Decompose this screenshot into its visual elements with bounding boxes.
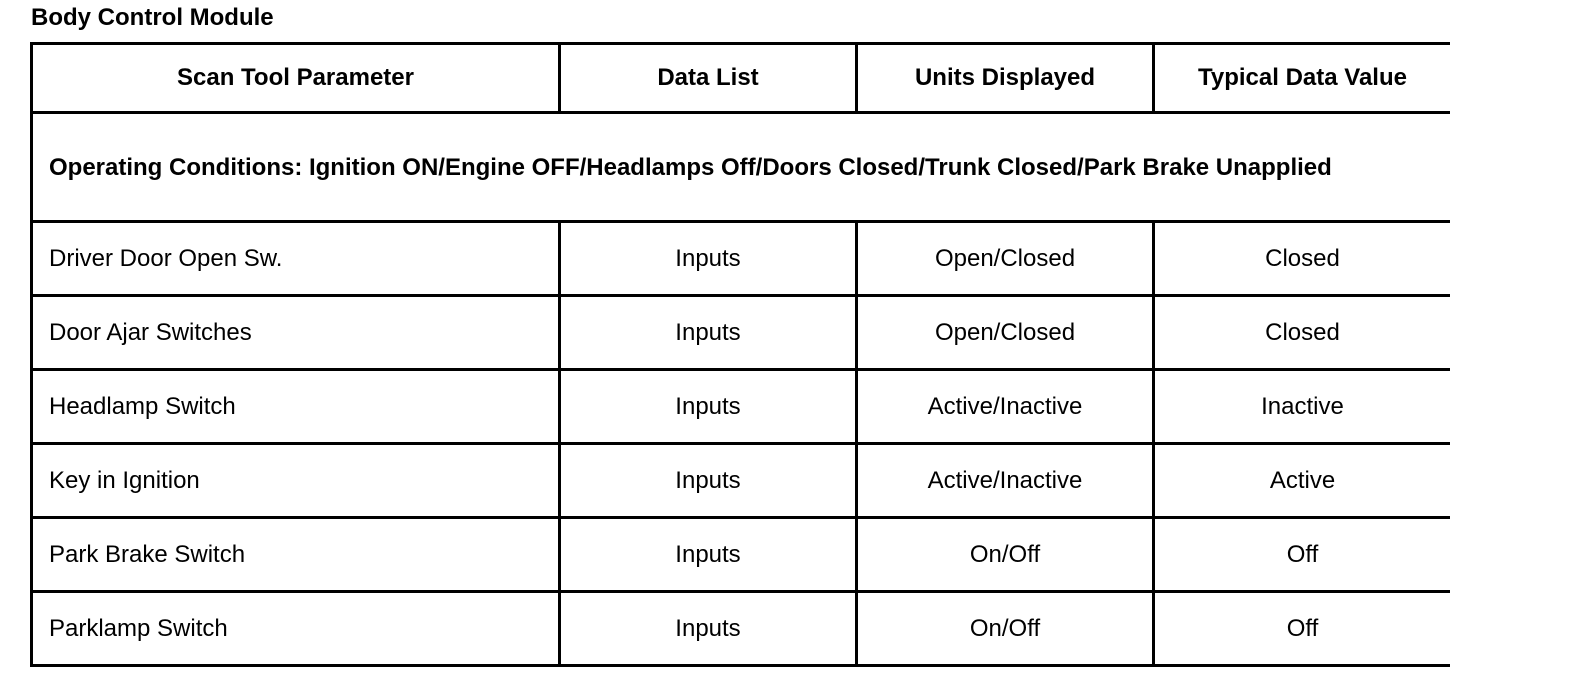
table-row — [32, 444, 1451, 518]
data-list-cell: Inputs — [560, 222, 857, 296]
parameter-cell: Headlamp Switch — [32, 370, 560, 444]
typical-value-cell: Closed — [1154, 222, 1451, 296]
units-cell: On/Off — [857, 592, 1154, 666]
operating-conditions-row — [32, 113, 1451, 222]
table-row — [32, 370, 1451, 444]
data-list-cell: Inputs — [560, 592, 857, 666]
units-cell: Active/Inactive — [857, 444, 1154, 518]
header-units-displayed: Units Displayed — [857, 44, 1154, 113]
parameter-cell: Key in Ignition — [32, 444, 560, 518]
table-row — [32, 222, 1451, 296]
table-row — [32, 296, 1451, 370]
page-title: Body Control Module — [31, 4, 274, 31]
parameter-table-container — [30, 42, 1450, 684]
units-cell: Open/Closed — [857, 222, 1154, 296]
parameter-table — [30, 42, 1450, 667]
typical-value-cell: Inactive — [1154, 370, 1451, 444]
data-list-cell: Inputs — [560, 296, 857, 370]
table-header-row — [32, 44, 1451, 113]
header-typical-data-value: Typical Data Value — [1154, 44, 1451, 113]
typical-value-cell: Active — [1154, 444, 1451, 518]
parameter-cell: Parklamp Switch — [32, 592, 560, 666]
typical-value-cell: Closed — [1154, 296, 1451, 370]
table-row — [32, 592, 1451, 666]
operating-conditions-text: Operating Conditions: Ignition ON/Engine OFF/Headlamps Off/Doors Closed/Trunk Closed/Park Brake Unapplied — [32, 113, 1451, 222]
parameter-cell: Driver Door Open Sw. — [32, 222, 560, 296]
units-cell: Active/Inactive — [857, 370, 1154, 444]
parameter-cell: Door Ajar Switches — [32, 296, 560, 370]
units-cell: Open/Closed — [857, 296, 1154, 370]
header-scan-tool-parameter: Scan Tool Parameter — [32, 44, 560, 113]
data-list-cell: Inputs — [560, 370, 857, 444]
table-row — [32, 518, 1451, 592]
typical-value-cell: Off — [1154, 518, 1451, 592]
typical-value-cell: Off — [1154, 592, 1451, 666]
units-cell: On/Off — [857, 518, 1154, 592]
parameter-cell: Park Brake Switch — [32, 518, 560, 592]
data-list-cell: Inputs — [560, 444, 857, 518]
header-data-list: Data List — [560, 44, 857, 113]
data-list-cell: Inputs — [560, 518, 857, 592]
